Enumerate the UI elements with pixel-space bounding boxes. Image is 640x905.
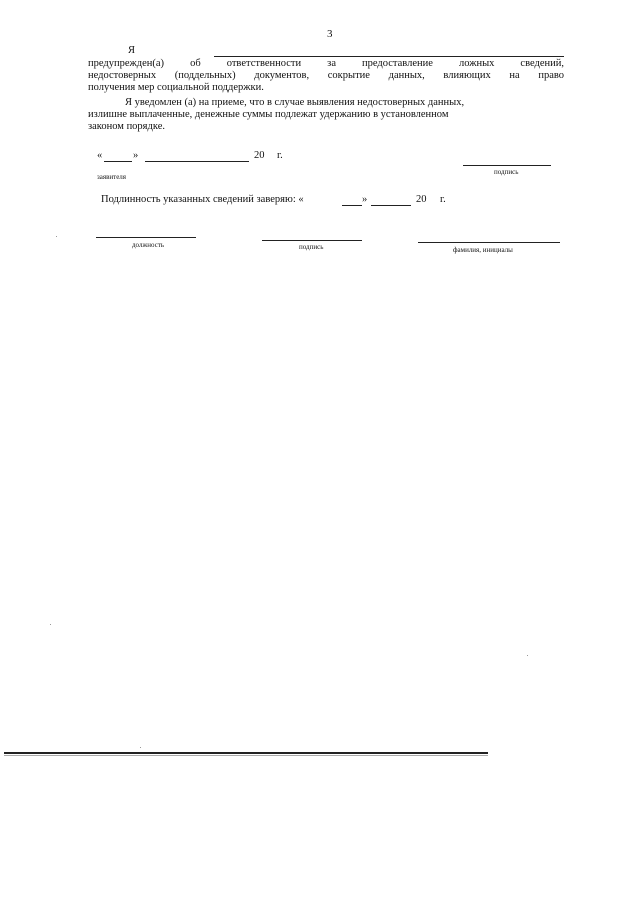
certify-close-quote: »: [362, 194, 368, 205]
scan-edge-line-shadow: [4, 755, 488, 756]
declaration-line-1: предупрежден(а) об ответственности за предоставление ложных сведений,: [88, 58, 564, 69]
position-line: [96, 237, 196, 238]
applicant-label: заявителя: [97, 173, 127, 181]
signature-label: подпись: [299, 243, 324, 251]
date-month-line: [145, 161, 249, 162]
scan-speck: [50, 624, 51, 625]
page-number: 3: [327, 28, 333, 40]
date-day-line: [104, 161, 132, 162]
date-open-quote: «: [97, 150, 103, 161]
date-close-quote: »: [133, 150, 139, 161]
date-year-prefix: 20: [254, 150, 265, 161]
certify-text: Подлинность указанных сведений заверяю: «: [101, 194, 304, 205]
notice-line-3: законом порядке.: [88, 121, 165, 132]
certify-year-suffix: г.: [440, 194, 446, 205]
date-year-suffix: г.: [277, 150, 283, 161]
declaration-ya: Я: [128, 45, 136, 56]
declaration-line-3: получения мер социальной поддержки.: [88, 82, 264, 93]
certify-month-line: [371, 205, 411, 206]
name-label: фамилия, инициалы: [453, 246, 513, 254]
scan-speck: [56, 236, 57, 237]
applicant-signature-label: подпись: [494, 168, 519, 176]
signature-line: [262, 240, 362, 241]
position-label: должность: [132, 241, 165, 249]
applicant-signature-line: [463, 165, 551, 166]
scan-speck: [140, 747, 141, 748]
scan-edge-line: [4, 752, 488, 754]
notice-line-2: излишне выплаченные, денежные суммы подлежат удержанию в установленном: [88, 109, 449, 120]
scan-speck: [527, 655, 528, 656]
notice-line-1: Я уведомлен (а) на приеме, что в случае выявления недостоверных данных,: [125, 97, 465, 108]
name-blank-line: [214, 56, 564, 57]
declaration-line-2: недостоверных (поддельных) документов, сокрытие данных, влияющих на право: [88, 70, 564, 81]
certify-year-prefix: 20: [416, 194, 427, 205]
name-line: [418, 242, 560, 243]
certify-day-line: [342, 205, 362, 206]
